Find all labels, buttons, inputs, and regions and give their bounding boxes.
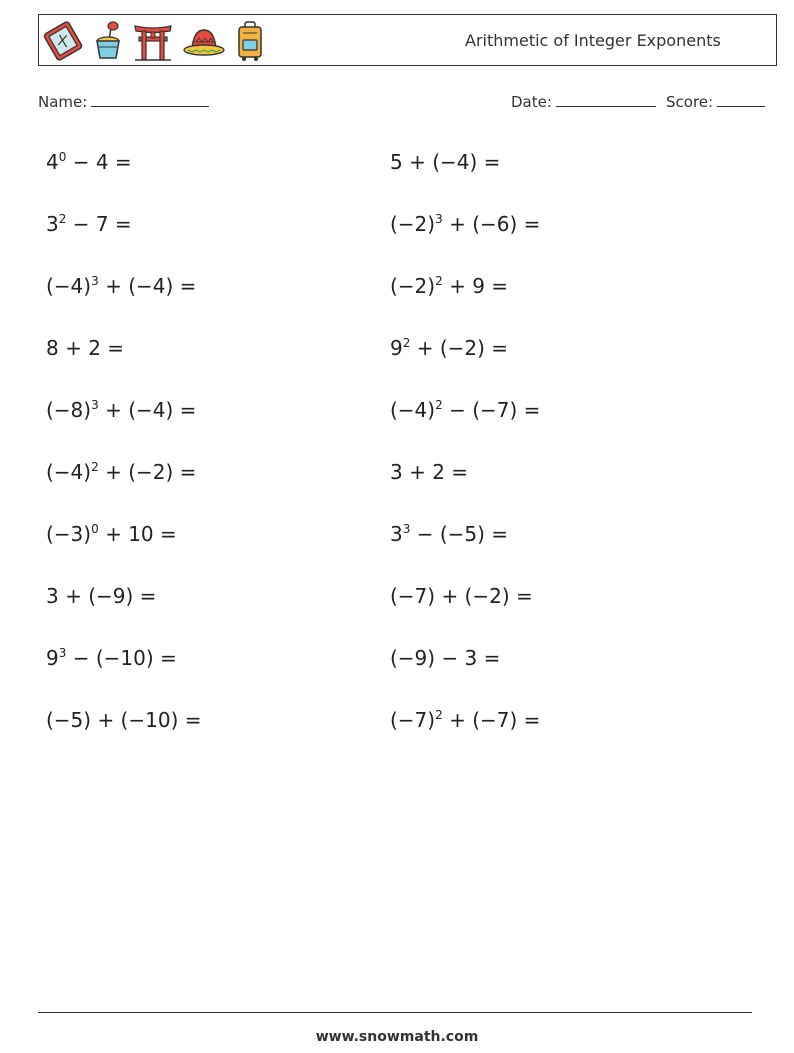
worksheet-title: Arithmetic of Integer Exponents	[465, 31, 721, 50]
problem-rest: − (−5) =	[410, 522, 509, 546]
problem-base: 9	[390, 336, 403, 360]
footer-url: www.snowmath.com	[315, 1029, 479, 1045]
suitcase-icon	[235, 20, 265, 62]
problem-base: 3	[46, 212, 59, 236]
problem-15	[46, 583, 156, 609]
problem-exponent: 2	[435, 708, 443, 722]
problem-exponent: 0	[58, 150, 67, 164]
name-label: Name:	[38, 93, 88, 111]
problem-base: (−4)	[46, 274, 92, 298]
problem-base: 9	[46, 646, 59, 670]
problem-base: (−7)	[390, 708, 436, 732]
problem-rest: + (−2) =	[98, 460, 197, 484]
score-blank[interactable]	[717, 92, 765, 107]
problem-text: 3 + 2 =	[390, 460, 469, 484]
problem-19	[46, 707, 202, 733]
problem-6	[390, 273, 508, 299]
problem-base: 4	[46, 150, 59, 174]
problem-exponent: 2	[402, 336, 411, 350]
problem-rest: + (−4) =	[98, 398, 197, 422]
problem-exponent: 3	[435, 212, 443, 226]
problem-rest: + 10 =	[98, 522, 177, 546]
problem-rest: − (−7) =	[442, 398, 541, 422]
problem-base: (−2)	[390, 274, 436, 298]
date-label: Date:	[511, 93, 552, 111]
problem-exponent: 3	[91, 398, 99, 412]
problem-exponent: 2	[58, 212, 67, 226]
problem-exponent: 0	[91, 522, 99, 536]
problem-base: 3	[390, 522, 403, 546]
problem-rest: + (−4) =	[98, 274, 197, 298]
sand-bucket-icon	[92, 20, 124, 62]
problem-rest: − 7 =	[66, 212, 132, 236]
problem-text: (−5) + (−10) =	[46, 708, 202, 732]
worksheet-header	[38, 14, 777, 66]
footer-divider	[38, 1012, 752, 1013]
problem-base: (−4)	[46, 460, 92, 484]
torii-gate-icon	[133, 20, 173, 62]
problem-9	[46, 397, 196, 423]
problem-rest: + 9 =	[442, 274, 509, 298]
problem-8	[390, 335, 508, 361]
problem-exponent: 2	[435, 274, 443, 288]
problem-base: (−2)	[390, 212, 436, 236]
problem-14	[390, 521, 508, 547]
problem-text: 8 + 2 =	[46, 336, 125, 360]
problem-text: 5 + (−4) =	[390, 150, 501, 174]
problem-20	[390, 707, 540, 733]
problem-12	[390, 459, 468, 485]
problem-7	[46, 335, 124, 361]
score-label: Score:	[666, 93, 714, 111]
ticket-icon	[43, 20, 83, 62]
problem-4	[390, 211, 540, 237]
problem-18	[390, 645, 500, 671]
problem-rest: − (−10) =	[66, 646, 177, 670]
problem-11	[46, 459, 196, 485]
header-icons	[43, 18, 265, 64]
problem-rest: + (−7) =	[442, 708, 541, 732]
problem-text: 3 + (−9) =	[46, 584, 157, 608]
problem-3	[46, 211, 132, 237]
problem-exponent: 3	[58, 646, 67, 660]
problem-1	[46, 149, 132, 175]
problem-base: (−8)	[46, 398, 92, 422]
sombrero-icon	[182, 20, 226, 62]
score-field[interactable]	[666, 92, 765, 111]
problem-base: (−4)	[390, 398, 436, 422]
date-blank[interactable]	[556, 92, 656, 107]
problem-rest: − 4 =	[66, 150, 132, 174]
problem-exponent: 2	[435, 398, 443, 412]
problem-17	[46, 645, 177, 671]
name-field[interactable]	[38, 92, 209, 111]
problem-10	[390, 397, 540, 423]
problem-text: (−9) − 3 =	[390, 646, 501, 670]
problem-rest: + (−6) =	[442, 212, 541, 236]
problem-exponent: 3	[402, 522, 411, 536]
problem-base: (−3)	[46, 522, 92, 546]
problem-2	[390, 149, 500, 175]
date-field[interactable]	[511, 92, 656, 111]
problem-16	[390, 583, 533, 609]
problem-exponent: 2	[91, 460, 99, 474]
problem-5	[46, 273, 196, 299]
problem-rest: + (−2) =	[410, 336, 509, 360]
problem-text: (−7) + (−2) =	[390, 584, 533, 608]
problem-exponent: 3	[91, 274, 99, 288]
problem-13	[46, 521, 177, 547]
name-blank[interactable]	[91, 92, 209, 107]
